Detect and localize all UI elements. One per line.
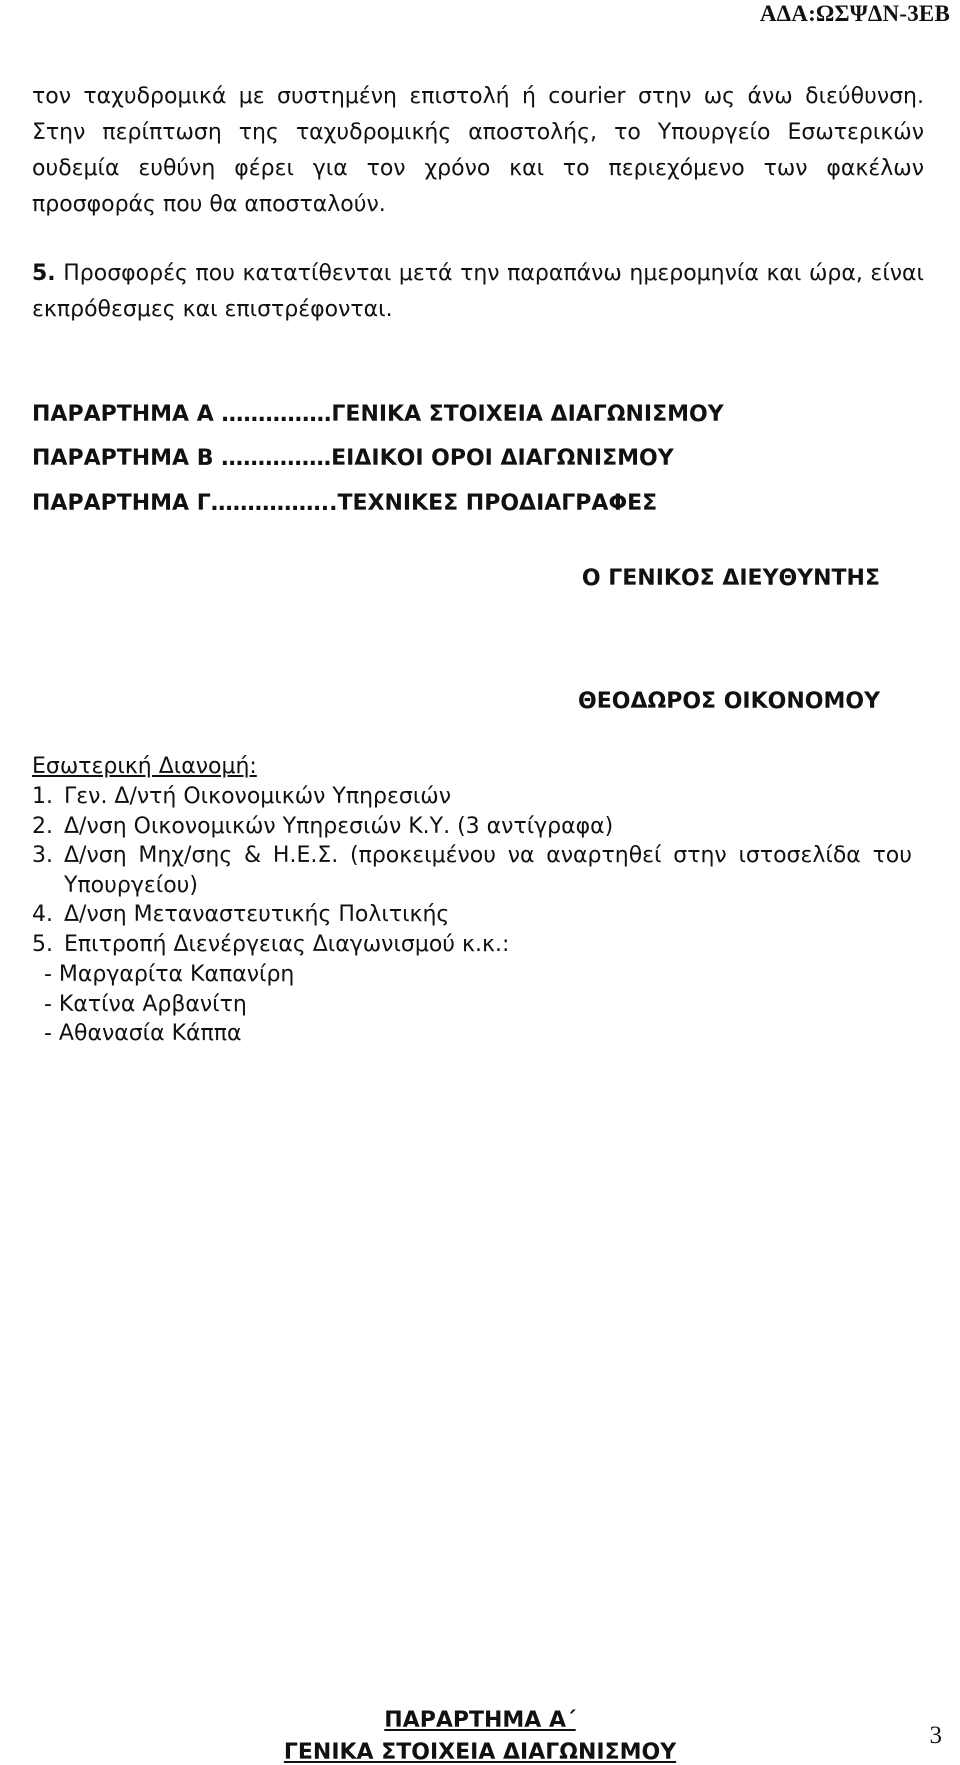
list-number: 2. [32, 813, 53, 839]
list-text: Δ/νση Οικονομικών Υπηρεσιών Κ.Υ. (3 αντίγραφα) [64, 813, 614, 839]
list-item [32, 782, 912, 812]
annex-c-entry: ΠΑΡΑΡΤΗΜΑ Γ……………..ΤΕΧΝΙΚΕΣ ΠΡΟΔΙΑΓΡΑΦΕΣ [32, 491, 658, 516]
annex-a-entry: ΠΑΡΑΡΤΗΜΑ Α ……………ΓΕΝΙΚΑ ΣΤΟΙΧΕΙΑ ΔΙΑΓΩΝΙΣΜΟΥ [32, 402, 724, 427]
list-item [32, 812, 912, 842]
list-number: 3. [32, 843, 53, 868]
list-number: 4. [32, 902, 53, 927]
ada-code: ΑΔΑ:ΩΣΨΔΝ-3ΕΒ [759, 1, 950, 26]
paragraph-late-offers [32, 256, 924, 328]
committee-member: - Μαργαρίτα Καπανίρη [44, 962, 295, 987]
list-text: Επιτροπή Διενέργειας Διαγωνισμού κ.κ.: [64, 931, 510, 957]
page-number: 3 [929, 1722, 942, 1749]
list-number: 1. [32, 784, 53, 809]
director-title: Ο ΓΕΝΙΚΟΣ ΔΙΕΥΘΥΝΤΗΣ [581, 566, 880, 591]
committee-member: - Κατίνα Αρβανίτη [44, 991, 247, 1017]
list-item [32, 930, 912, 960]
list-text: Γεν. Δ/ντή Οικονομικών Υπηρεσιών [64, 784, 451, 809]
director-name: ΘΕΟΔΩΡΟΣ ΟΙΚΟΝΟΜΟΥ [578, 689, 880, 714]
paragraph-number: 5. [32, 261, 56, 286]
distribution-title: Εσωτερική Διανομή: [32, 754, 257, 779]
paragraph-text: Προσφορές που κατατίθενται μετά την παραπάνω ημερομηνία και ώρα, είναι εκπρόθεσμες και επιστρέφονται. [32, 261, 924, 322]
paragraph-submission: τον ταχυδρομικά με συστημένη επιστολή ή courier στην ως άνω διεύθυνση. Στην περίπτωση της ταχυδρομικής αποστολής, το Υπουργείο Εσωτερικών ουδεμία ευθύνη φέρει για τον χρόνο και το περιεχόμενο των φακέλων προσφοράς που θα αποσταλούν. [32, 84, 924, 217]
list-item [32, 900, 912, 930]
committee-member: - Αθανασία Κάππα [44, 1021, 242, 1046]
annex-a-heading: ΠΑΡΑΡΤΗΜΑ Α΄ [384, 1708, 576, 1733]
list-item [32, 841, 912, 900]
list-number: 5. [32, 931, 53, 957]
committee-list [44, 960, 294, 1049]
annex-b-entry: ΠΑΡΑΡΤΗΜΑ Β ……………ΕΙΔΙΚΟΙ ΟΡΟΙ ΔΙΑΓΩΝΙΣΜΟΥ [32, 446, 674, 471]
annex-a-subheading: ΓΕΝΙΚΑ ΣΤΟΙΧΕΙΑ ΔΙΑΓΩΝΙΣΜΟΥ [283, 1740, 677, 1765]
distribution-list [32, 782, 912, 959]
list-text: Δ/νση Μεταναστευτικής Πολιτικής [64, 902, 450, 927]
list-text: Δ/νση Μηχ/σης & Η.Ε.Σ. (προκειμένου να αναρτηθεί στην ιστοσελίδα του Υπουργείου) [64, 843, 912, 898]
